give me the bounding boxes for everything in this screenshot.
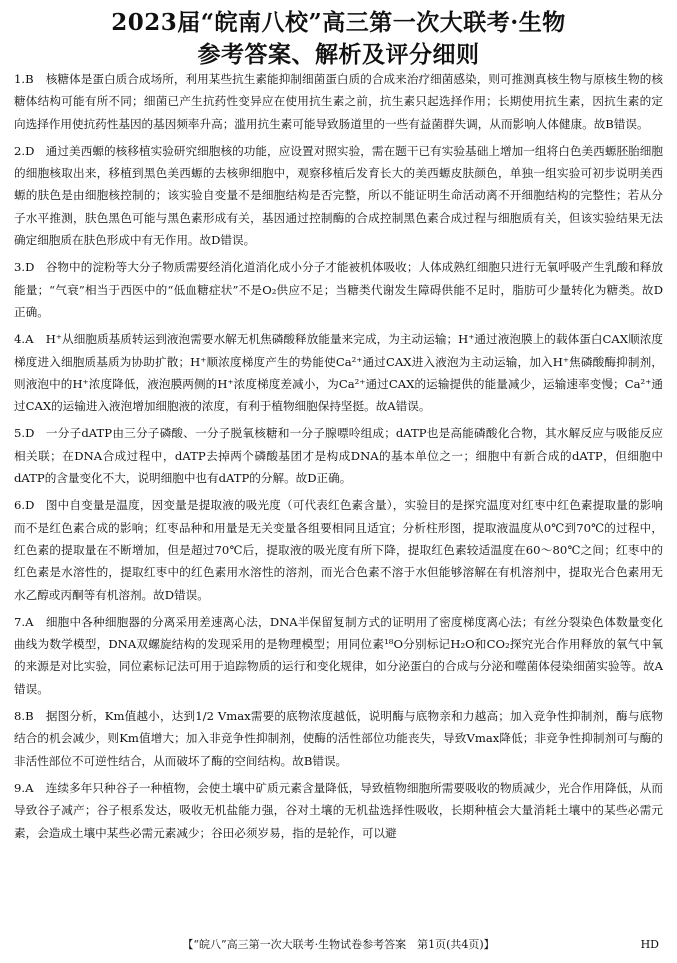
- answer-item-6: [14, 494, 663, 605]
- page-title: 2023届“皖南八校”高三第一次大联考·生物: [111, 9, 566, 36]
- item-number: 7.A: [14, 611, 42, 633]
- item-answer: D: [25, 260, 35, 275]
- footer-text: 【“皖八”高三第一次大联考·生物试卷参考答案 第1页(共4页)】: [182, 938, 495, 951]
- item-answer: D: [25, 143, 35, 158]
- item-answer: D: [25, 498, 35, 513]
- item-explanation: 细胞中各种细胞器的分离采用差速离心法，DNA半保留复制方式的证明用了密度梯度离心法；有丝分裂染色体数量变化曲线为数学模型，DNA双螺旋结构的发现采用的是物理模型；用同位素¹⁸O分别标记H₂O和CO₂探究光合作用释放的氧气中氧的来源是对比实验，同位素标记法可用于追踪物质的运行和变化规律，如分泌蛋白的合成与分泌和噬菌体侵染细菌实验等。故A错误。: [14, 614, 663, 696]
- footer-code: HD: [640, 938, 659, 951]
- answer-item-4: [14, 328, 663, 417]
- answer-item-5: [14, 422, 663, 489]
- item-number: 1.B: [14, 68, 42, 90]
- item-answer: A: [25, 780, 34, 795]
- item-number: 6.D: [14, 494, 42, 516]
- item-number: 4.A: [14, 328, 42, 350]
- item-explanation: 核糖体是蛋白质合成场所，利用某些抗生素能抑制细菌蛋白质的合成来治疗细菌感染，则可推测真核生物与原核生物的核糖体结构可能有所不同；细菌已产生抗药性变异应在使用抗生素之前，抗生素只起选择作用；长期使用抗生素，因抗生素的定向选择作用使抗药性基因的基因频率升高；滥用抗生素可能导致肠道里的一些有益菌群失调，从而影响人体健康。故B错误。: [14, 72, 663, 131]
- answer-item-3: [14, 256, 663, 323]
- item-answer: B: [25, 709, 34, 724]
- answer-item-8: [14, 705, 663, 772]
- page-subtitle: 参考答案、解析及评分细则: [197, 41, 480, 68]
- answer-list: [14, 68, 663, 849]
- item-explanation: 通过美西螈的核移植实验研究细胞核的功能，应设置对照实验，需在题干已有实验基础上增加一组将白色美西螈胚胎细胞的细胞核取出来，移植到黑色美西螈的去核卵细胞中，观察移植后发育长大的美西螈皮肤颜色，单独一组实验可初步说明美西螈的肤色是由细胞核控制的；该实验自变量不是细胞结构是否完整，所以不能证明生命活动离不开细胞结构的完整性；若从分子水平推测，肤色黑色可能与黑色素形成有关，基因通过控制酶的合成控制黑色素合成过程与细胞质有关，但该实验结果无法确定细胞质在肤色形成中有无作用。故D错误。: [14, 143, 663, 248]
- page-footer: [0, 935, 677, 955]
- item-number: 2.D: [14, 140, 42, 162]
- item-explanation: H⁺从细胞质基质转运到液泡需要水解无机焦磷酸释放能量来完成，为主动运输；H⁺通过液泡膜上的载体蛋白CAX顺浓度梯度进入细胞质基质为协助扩散；H⁺顺浓度梯度产生的势能使Ca²⁺通过CAX进入液泡为主动运输，加入H⁺焦磷酸酶抑制剂，则液泡中的H⁺浓度降低，液泡膜两侧的H⁺浓度梯度差减小，为Ca²⁺通过CAX的运输提供的能量减少，运输速率变慢；Ca²⁺通过CAX的运输进入液泡增加细胞液的浓度，有利于植物细胞保持坚挺。故A错误。: [14, 332, 663, 414]
- item-explanation: 图中自变量是温度，因变量是提取液的吸光度（可代表红色素含量），实验目的是探究温度对红枣中红色素提取量的影响而不是红色素合成的影响；红枣品种和用量是无关变量各组要相同且适宜；分析柱形图，提取液温度从0℃到70℃的过程中，红色素的提取量在不断增加，但是超过70℃后，提取液的吸光度有所下降，提取红色素较适温度在60～80℃之间；红枣中的红色素是水溶性的，提取红枣中的红色素用水溶性的溶剂，而光合色素不溶于水但能够溶解在有机溶剂中，提取光合色素用无水乙醇或丙酮等有机溶剂。故D错误。: [14, 498, 663, 602]
- item-number: 9.A: [14, 777, 42, 799]
- answer-item-1: [14, 68, 663, 135]
- item-answer: A: [25, 614, 34, 629]
- item-explanation: 据图分析，Km值越小，达到1/2 Vmax需要的底物浓度越低，说明酶与底物亲和力越高；加入竞争性抑制剂，酶与底物结合的机会减少，则Km值增大；加入非竞争性抑制剂，使酶的活性部位功能丧失，导致Vmax降低；非竞争性抑制剂可与酶的非活性部位不可逆性结合，从而破坏了酶的空间结构。故B错误。: [14, 709, 663, 768]
- item-number: 3.D: [14, 256, 42, 278]
- item-answer: A: [25, 332, 34, 347]
- answer-item-9: [14, 777, 663, 844]
- answer-item-7: [14, 611, 663, 700]
- item-answer: D: [25, 426, 35, 441]
- item-explanation: 一分子dATP由三分子磷酸、一分子脱氧核糖和一分子腺嘌呤组成；dATP也是高能磷酸化合物，其水解反应与吸能反应相关联；在DNA合成过程中，dATP去掉两个磷酸基团才是构成DNA的基本单位之一；细胞中有新合成的dATP，但细胞中dATP的含量变化不大，说明细胞中也有dATP的分解。故D正确。: [14, 426, 663, 486]
- item-number: 8.B: [14, 705, 42, 727]
- item-answer: B: [25, 72, 34, 86]
- item-explanation: 谷物中的淀粉等大分子物质需要经消化道消化成小分子才能被机体吸收；人体成熟红细胞只进行无氧呼吸产生乳酸和释放能量；“气衰”相当于西医中的“低血糖症状”不是O₂供应不足；当糖类代谢发生障碍供能不足时，脂肪可少量转化为糖类。故D正确。: [14, 260, 663, 319]
- item-explanation: 连续多年只种谷子一种植物，会使土壤中矿质元素含量降低，导致植物细胞所需要吸收的物质减少，光合作用降低，从而导致谷子减产；谷子根系发达，吸收无机盐能力强，谷对土壤的无机盐选择性吸收，长期种植会大量消耗土壤中的某些必需元素，会造成土壤中某些必需元素减少；谷田必须岁易，指的是轮作，可以避: [14, 780, 663, 840]
- item-number: 5.D: [14, 422, 42, 444]
- answer-item-2: [14, 140, 663, 251]
